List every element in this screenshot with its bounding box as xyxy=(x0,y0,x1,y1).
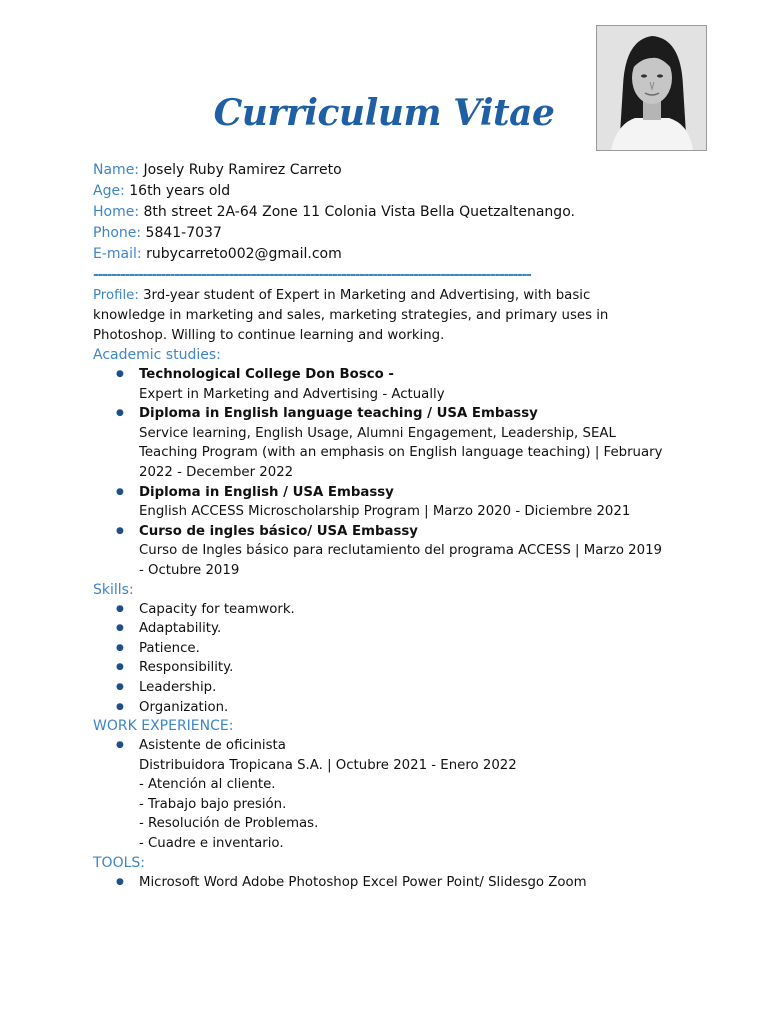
skills-list xyxy=(93,600,663,718)
profile-label: Profile: xyxy=(93,288,139,303)
phone-value: 5841-7037 xyxy=(145,225,222,241)
academic-list xyxy=(93,365,663,581)
academic-item-title: ● Diploma in English / USA Embassy xyxy=(139,484,394,500)
home-label: Home: xyxy=(93,204,140,220)
work-duty: - Atención al cliente. xyxy=(139,777,276,793)
tools-heading: TOOLS: xyxy=(93,854,145,871)
name-value: Josely Ruby Ramirez Carreto xyxy=(143,162,342,178)
age-label: Age: xyxy=(93,183,125,199)
cv-content xyxy=(93,160,663,892)
email-label: E-mail: xyxy=(93,246,142,262)
skill-item: ● Patience. xyxy=(93,639,663,659)
home-value: 8th street 2A-64 Zone 11 Colonia Vista Bella Quetzaltenango. xyxy=(143,204,575,220)
academic-item-title: ● Curso de ingles básico/ USA Embassy xyxy=(139,523,418,539)
age-value: 16th years old xyxy=(129,183,231,199)
tool-item: ● Microsoft Word Adobe Photoshop Excel Power Point/ Slidesgo Zoom xyxy=(93,873,663,893)
work-duty: - Cuadre e inventario. xyxy=(139,836,284,852)
academic-item xyxy=(93,522,663,581)
academic-heading: Academic studies: xyxy=(93,347,221,363)
work-company: Distribuidora Tropicana S.A. | Octubre 2021 - Enero 2022 xyxy=(139,757,517,773)
work-position: ● Asistente de oficinista xyxy=(139,738,286,754)
profile-text: 3rd-year student of Expert in Marketing and Advertising, with basic knowledge in marketing and sales, marketing strategies, and primary uses in Photoshop. Willing to continue learning and working. xyxy=(93,288,609,343)
skill-item: ● Leadership. xyxy=(93,678,663,698)
academic-item-title: ● Diploma in English language teaching / USA Embassy xyxy=(139,406,538,422)
skill-item: ● Responsibility. xyxy=(93,658,663,678)
work-duty: - Trabajo bajo presión. xyxy=(139,796,287,812)
phone-label: Phone: xyxy=(93,225,142,241)
skill-item: ● Adaptability. xyxy=(93,619,663,639)
home-row xyxy=(93,202,663,223)
academic-item-detail: Expert in Marketing and Advertising - Actually xyxy=(139,386,445,402)
age-row xyxy=(93,181,663,202)
skill-item: ● Organization. xyxy=(93,698,663,718)
academic-item-detail: English ACCESS Microscholarship Program | Marzo 2020 - Diciembre 2021 xyxy=(139,504,631,520)
academic-item-detail: Curso de Ingles básico para reclutamiento del programa ACCESS | Marzo 2019 - Octubre 2019 xyxy=(139,543,663,578)
name-label: Name: xyxy=(93,162,140,178)
section-divider: ------------------------------------------------------------------------------------------------- xyxy=(93,267,531,283)
skill-item: ● Capacity for teamwork. xyxy=(93,600,663,620)
work-heading: WORK EXPERIENCE: xyxy=(93,718,234,735)
page-title: Curriculum Vitae xyxy=(213,92,555,134)
skills-heading: Skills: xyxy=(93,581,134,598)
email-value: rubycarreto002@gmail.com xyxy=(146,246,342,262)
academic-item xyxy=(93,483,663,522)
work-item xyxy=(93,736,663,854)
profile-section xyxy=(93,286,663,346)
name-row xyxy=(93,160,663,181)
work-duty: - Resolución de Problemas. xyxy=(139,816,319,832)
academic-item xyxy=(93,404,663,482)
tools-list xyxy=(93,873,663,893)
academic-item-detail: Service learning, English Usage, Alumni Engagement, Leadership, SEAL Teaching Program (with an emphasis on English language teaching) | February 2022 - December 2022 xyxy=(139,425,663,480)
work-list xyxy=(93,736,663,854)
academic-item xyxy=(93,365,663,404)
email-row xyxy=(93,244,663,265)
phone-row xyxy=(93,223,663,244)
academic-item-title: ● Technological College Don Bosco - xyxy=(139,367,394,382)
